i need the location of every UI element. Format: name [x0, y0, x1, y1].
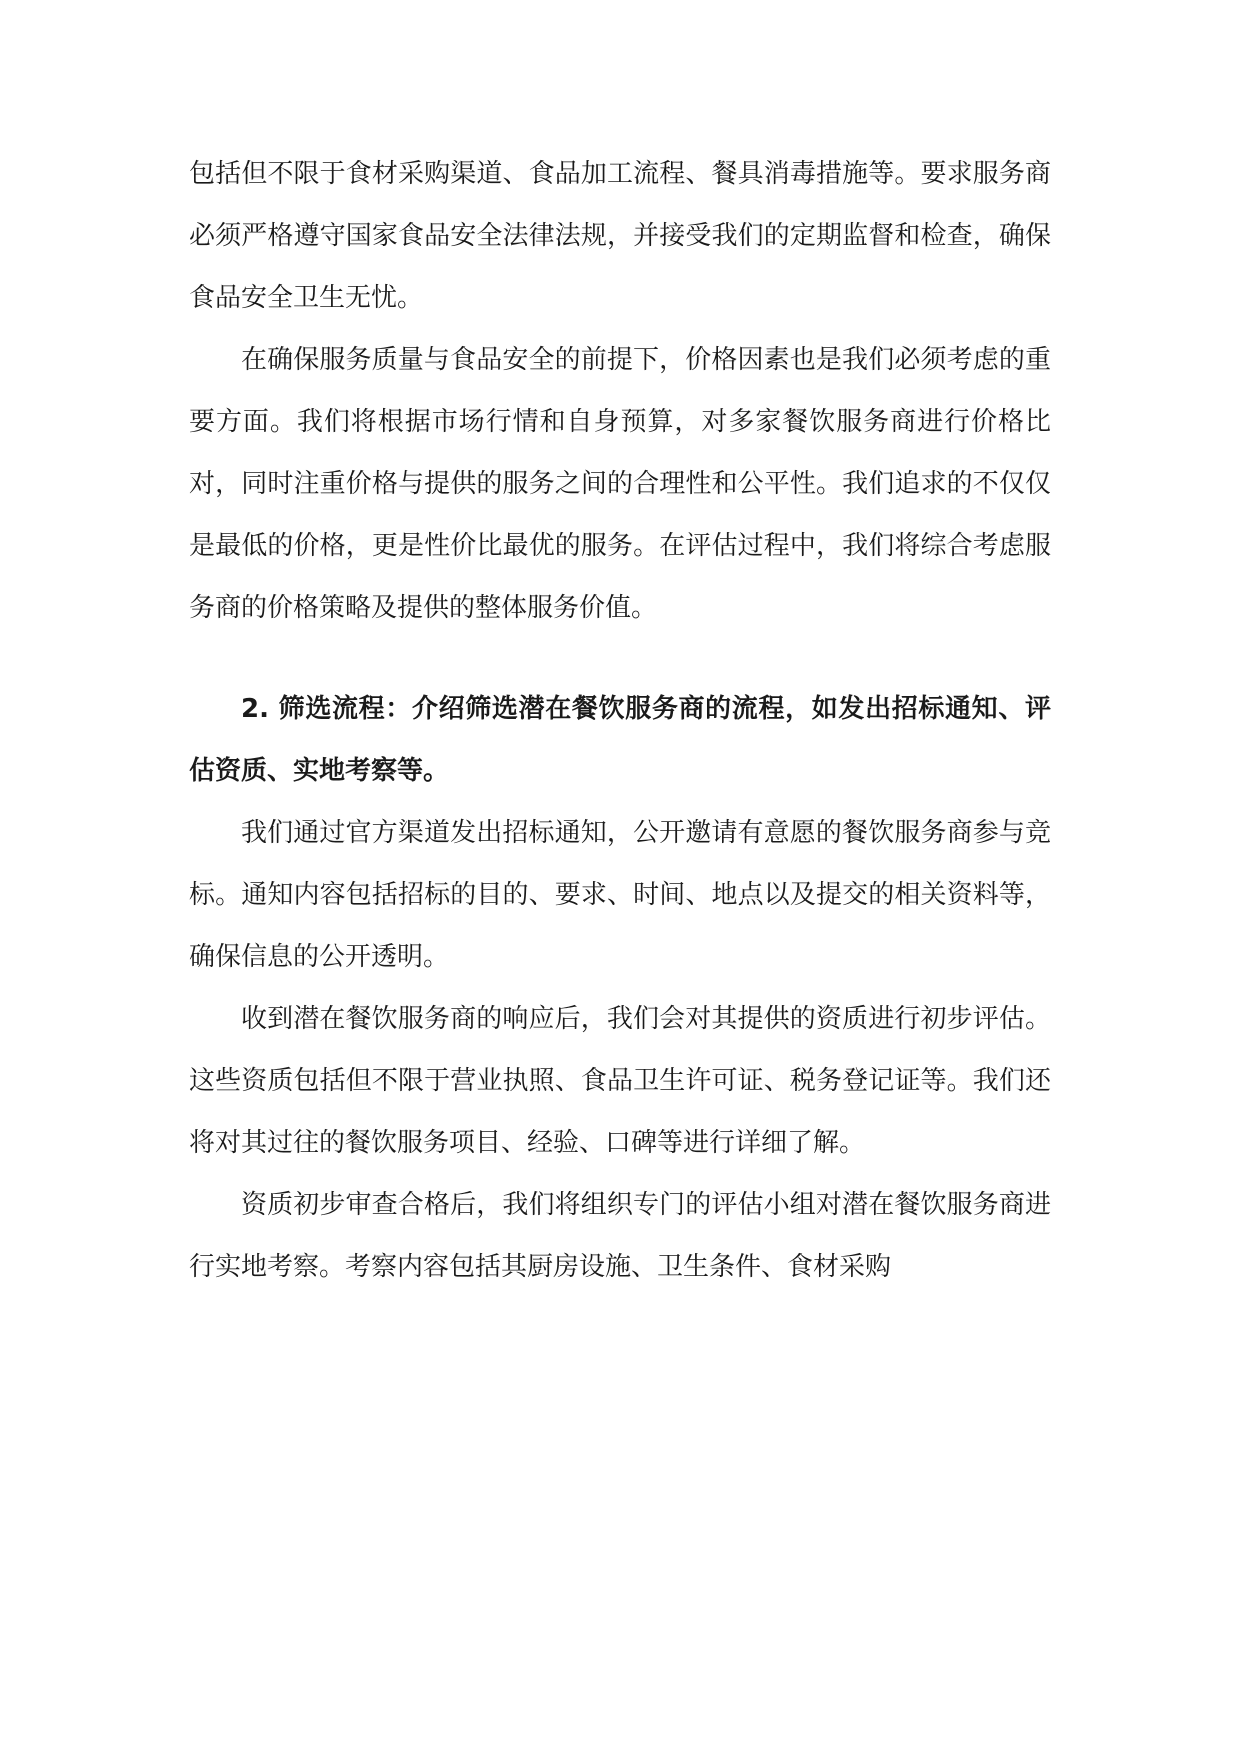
paragraph-price-factor: 在确保服务质量与食品安全的前提下，价格因素也是我们必须考虑的重要方面。我们将根据市场行情和自身预算，对多家餐饮服务商进行价格比对，同时注重价格与提供的服务之间的合理性和公平性。我们追求的不仅仅是最低的价格，更是性价比最优的服务。在评估过程中，我们将综合考虑服务商的价格策略及提供的整体服务价值。 — [189, 345, 1051, 623]
document-body — [189, 143, 1051, 1298]
paragraph-tender-notice: 我们通过官方渠道发出招标通知，公开邀请有意愿的餐饮服务商参与竞标。通知内容包括招标的目的、要求、时间、地点以及提交的相关资料等，确保信息的公开透明。 — [189, 818, 1051, 972]
paragraph-food-safety-continued: 包括但不限于食材采购渠道、食品加工流程、餐具消毒措施等。要求服务商必须严格遵守国家食品安全法律法规，并接受我们的定期监督和检查，确保食品安全卫生无忧。 — [189, 159, 1051, 313]
section-heading-screening-process: 2. 筛选流程：介绍筛选潜在餐饮服务商的流程，如发出招标通知、评估资质、实地考察等。 — [189, 694, 1051, 786]
paragraph-qualification-review: 收到潜在餐饮服务商的响应后，我们会对其提供的资质进行初步评估。这些资质包括但不限于营业执照、食品卫生许可证、税务登记证等。我们还将对其过往的餐饮服务项目、经验、口碑等进行详细了解。 — [189, 1004, 1051, 1158]
paragraph-site-inspection: 资质初步审查合格后，我们将组织专门的评估小组对潜在餐饮服务商进行实地考察。考察内容包括其厨房设施、卫生条件、食材采购 — [189, 1190, 1051, 1282]
